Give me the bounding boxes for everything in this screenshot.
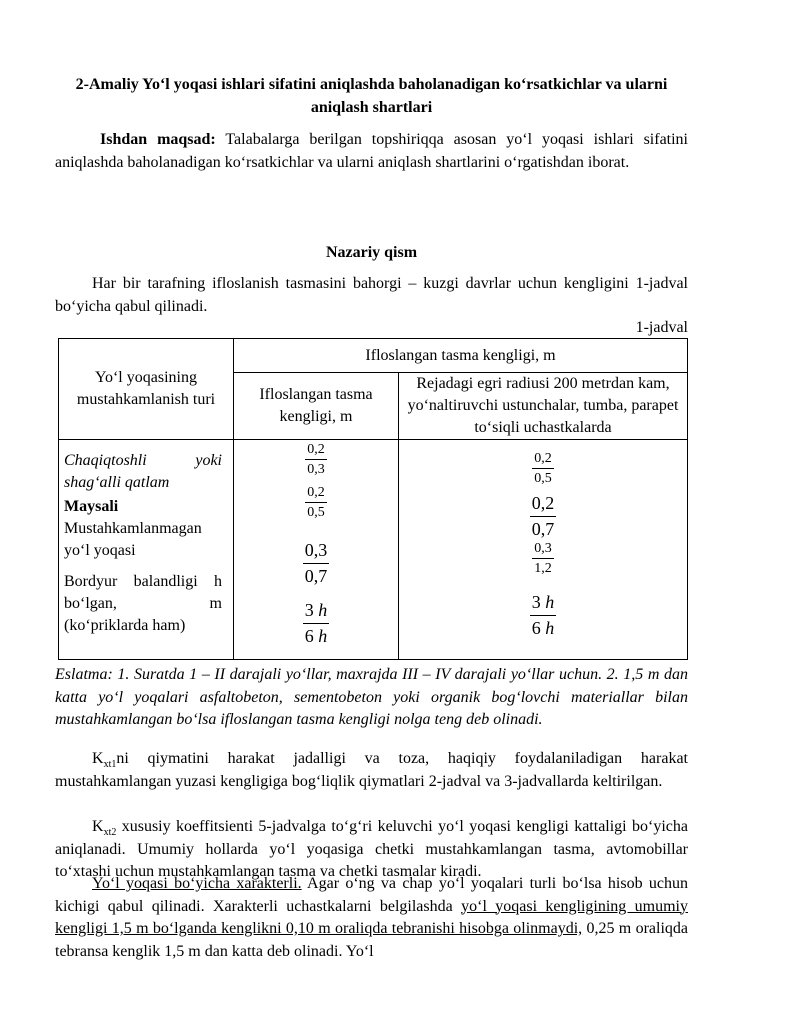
col2-fraction-1 — [234, 440, 398, 479]
col3-f4-den-var: h — [545, 618, 555, 638]
col3-f3-den: 1,2 — [534, 561, 552, 576]
type-grass — [64, 496, 222, 562]
col2-f2-den: 0,5 — [307, 505, 325, 520]
col3-f1-num: 0,2 — [532, 449, 554, 469]
row-types-cell — [59, 440, 234, 660]
paragraph-4 — [55, 873, 688, 963]
width-table — [58, 338, 688, 660]
col3-f4-den: 6 — [531, 618, 541, 638]
col2-header: Ifloslangan tasma kengligi, m — [234, 373, 399, 440]
aim-label: Ishdan maqsad: — [100, 131, 216, 148]
col2-f1-den: 0,3 — [307, 462, 325, 477]
paragraph-4-text-2: 0,25 m oraliqda tebransa kenglik 1,5 m dan katta deb olinadi. Yo‘l — [55, 920, 688, 960]
col1-header: Yo‘l yoqasining mustahkamlanish turi — [59, 339, 234, 440]
type-curb — [64, 571, 222, 637]
col3-f4-num: 3 — [531, 592, 541, 612]
col2-fraction-4 — [234, 598, 398, 649]
paragraph-2 — [55, 748, 688, 793]
type-curb-line2: (ko‘priklarda ham) — [64, 617, 186, 634]
col3-values-cell — [399, 440, 688, 660]
col3-fraction-2 — [399, 491, 687, 542]
paragraph-4-underline-1: Yo‘l yoqasi bo‘yicha xarakterli. — [92, 875, 302, 892]
paragraph-4-underline-2: yo‘l yoqasi kengligining umumiy kengligi 1,5 m bo‘lganda kenglikni 0,10 m oraliqda tebranishi hisobga olinmaydi, — [55, 897, 689, 937]
paragraph-3-text: xususiy koeffitsienti 5-jadvalga to‘g‘ri keluvchi yo‘l yoqasi kengligi kattaligi bo‘yicha aniqlanadi. Umumiy hollarda yo‘l yoqasiga chetki mustahkamlangan tasma, avtomobillar to‘xtashi uchun mustahkamlangan tasma va chetki tasmalar kiradi. — [55, 818, 688, 880]
type-gravel: Chaqiqtoshli yoki shag‘alli qatlam — [64, 452, 222, 491]
group-header: Ifloslangan tasma kengligi, m — [234, 339, 688, 373]
table-note: Eslatma: 1. Suratda 1 – II darajali yo‘llar, maxrajda III – IV darajali yo‘llar uchun. 2. 1,5 m dan katta yo‘l yoqalari asfaltobeton, sementobeton yoki organik bog‘lovchi materiallar bilan mustahkamlangan bo‘lsa ifloslangan tasma kengligi nolga teng deb olinadi. — [55, 666, 688, 728]
col3-header: Rejadagi egri radiusi 200 metrdan kam, yo‘naltiruvchi ustunchalar, tumba, parapet to‘siqli uchastkalarda — [399, 373, 688, 440]
kxt2-symbol: K — [92, 818, 104, 835]
page-title: 2-Amaliy Yo‘l yoqasi ishlari sifatini aniqlashda baholanadigan ko‘rsatkichlar va ularni aniqlash shartlari — [75, 76, 668, 116]
section-title: Nazariy qism — [325, 244, 418, 261]
col3-fraction-1 — [399, 449, 687, 488]
aim-paragraph — [55, 129, 688, 174]
col3-f1-den: 0,5 — [534, 471, 552, 486]
paragraph-4-text-1: Agar o‘ng va chap yo‘l yoqalari turli bo‘lsa hisob uchun kichigi qabul qilinadi. Xarakterli uchastkalarni belgilashda — [55, 875, 688, 915]
kxt1-subscript: xt1 — [103, 759, 117, 771]
col2-fraction-3 — [234, 538, 398, 589]
type-unpaved: Mustahkamlanmagan yo‘l yoqasi — [64, 520, 202, 559]
col2-f4-den: 6 — [304, 626, 314, 646]
col2-f3-den: 0,7 — [304, 566, 328, 586]
col2-f1-num: 0,2 — [305, 440, 327, 460]
paragraph-1: Har bir tarafning ifloslanish tasmasini bahorgi – kuzgi davrlar uchun kengligini 1-jadval bo‘yicha qabul qilinadi. — [55, 275, 688, 315]
col2-f4-num-var: h — [318, 600, 328, 620]
col3-f2-den: 0,7 — [531, 519, 555, 539]
kxt2-subscript: xt2 — [103, 827, 117, 839]
col2-f4-den-var: h — [318, 626, 328, 646]
col3-fraction-3 — [399, 539, 687, 578]
col2-fraction-2 — [234, 483, 398, 522]
type-curb-line1: Bordyur balandligi h bo‘lgan, m — [64, 573, 222, 612]
col2-values-cell — [234, 440, 399, 660]
col3-f4-num-var: h — [545, 592, 555, 612]
type-grass-bold: Maysali — [64, 498, 119, 515]
col3-f3-num: 0,3 — [532, 539, 554, 559]
paragraph-2-text: ni qiymatini harakat jadalligi va toza, haqiqiy foydalaniladigan harakat mustahkamlangan yuzasi kengligiga bog‘liqlik qiymatlari 2-jadval va 3-jadvallarda keltirilgan. — [55, 750, 688, 790]
col2-f2-num: 0,2 — [305, 483, 327, 503]
col2-f3-num: 0,3 — [303, 538, 330, 564]
col2-f4-num: 3 — [304, 600, 314, 620]
col3-fraction-4 — [399, 590, 687, 641]
col3-f2-num: 0,2 — [530, 491, 557, 517]
table-row — [59, 440, 688, 660]
kxt1-symbol: K — [92, 750, 104, 767]
table-header-row — [59, 339, 688, 373]
table-label: 1-jadval — [635, 319, 688, 336]
aim-text: Talabalarga berilgan topshiriqqa asosan yo‘l yoqasi ishlari sifatini aniqlashda baholanadigan ko‘rsatkichlar va ularni aniqlash shartlarini o‘rgatishdan iborat. — [55, 131, 689, 171]
